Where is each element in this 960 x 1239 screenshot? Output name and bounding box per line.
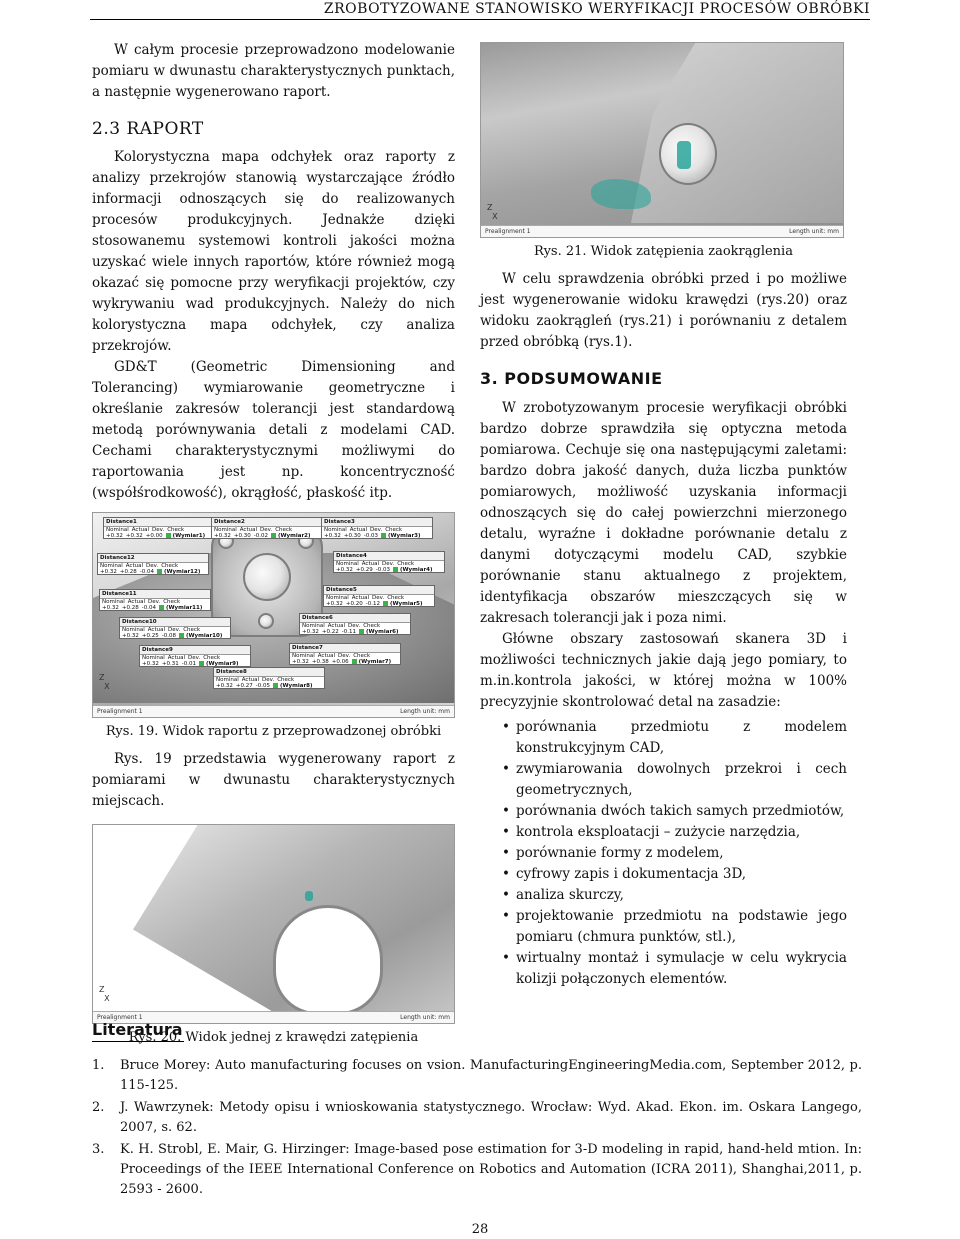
dimension-tag: (Wymiar10)	[185, 633, 223, 639]
check-ok-icon	[381, 533, 386, 538]
column-header: Actual	[239, 527, 257, 533]
figure-21-caption: Rys. 21. Widok zatępienia zaokrąglenia	[534, 244, 793, 259]
distance-box-values	[104, 533, 214, 539]
column-header: Check	[167, 527, 185, 533]
check-ok-icon	[352, 659, 357, 664]
column-header: Nominal	[106, 527, 129, 533]
distance-box-title: Distance10	[120, 618, 230, 627]
value-cell: +0.28	[119, 569, 137, 575]
value-cell: +0.32	[336, 567, 353, 573]
reference-number: 1.	[92, 1058, 105, 1073]
distance-box-title: Distance3	[322, 518, 432, 527]
column-header: Check	[397, 561, 415, 567]
list-item	[480, 948, 847, 990]
dimension-tag: (Wymiar7)	[358, 659, 392, 665]
length-unit-label: Length unit: mm	[400, 708, 450, 715]
distance-box	[321, 517, 433, 539]
distance-box-values	[120, 633, 230, 639]
reference-list	[92, 1056, 862, 1200]
check-cell	[352, 659, 392, 665]
dimension-tag: (Wymiar8)	[279, 683, 313, 689]
value-cell: +0.32	[100, 569, 117, 575]
list-item	[480, 801, 847, 822]
list-item	[480, 906, 847, 948]
column-header: Check	[183, 627, 201, 633]
column-header: Nominal	[292, 653, 315, 659]
figure-20-edge-view	[92, 824, 455, 1024]
value-cell: -0.04	[139, 569, 154, 575]
literature-section	[92, 1020, 862, 1202]
distance-box-title: Distance5	[324, 586, 434, 595]
bullet-icon: •	[502, 803, 510, 819]
column-header: Check	[385, 527, 403, 533]
dimension-tag: (Wymiar11)	[165, 605, 203, 611]
column-header: Actual	[317, 653, 335, 659]
edge-cutout	[273, 905, 383, 1015]
value-cell: -0.11	[341, 629, 356, 635]
column-header: Actual	[131, 527, 149, 533]
deviation-marker-hole	[677, 141, 691, 169]
value-cell: +0.27	[235, 683, 253, 689]
distance-box	[211, 517, 323, 539]
distance-box-title: Distance2	[212, 518, 322, 527]
check-ok-icon	[159, 605, 164, 610]
value-cell: +0.31	[161, 661, 179, 667]
distance-box	[213, 667, 325, 689]
column-header: Nominal	[102, 599, 125, 605]
distance-box-values	[98, 569, 208, 575]
column-header: Dev.	[261, 677, 275, 683]
value-cell: +0.32	[142, 661, 159, 667]
value-cell: +0.32	[125, 533, 143, 539]
prealignment-label: Prealignment 1	[97, 708, 143, 715]
check-cell	[271, 533, 311, 539]
distance-box-title: Distance8	[214, 668, 324, 677]
list-item-text: projektowanie przedmiotu na podstawie jego pomiaru (chmura punktów, stl.),	[516, 908, 847, 945]
value-cell: -0.04	[141, 605, 156, 611]
literature-title: Literatura	[92, 1020, 184, 1042]
axis-triad: Z X	[99, 673, 110, 691]
value-cell: +0.20	[345, 601, 363, 607]
length-unit-label: Length unit: mm	[789, 228, 839, 235]
check-ok-icon	[166, 533, 171, 538]
value-cell: -0.03	[375, 567, 390, 573]
figure-21-rounding-view	[480, 42, 844, 238]
list-item-text: porównanie formy z modelem,	[516, 845, 724, 861]
distance-box-title: Distance9	[140, 646, 250, 655]
list-item-text: zwymiarowania dowolnych przekroi i cech geometrycznych,	[516, 761, 847, 798]
reference-item	[92, 1140, 862, 1200]
distance-box-values	[100, 605, 210, 611]
value-cell: -0.12	[365, 601, 380, 607]
distance-box	[323, 585, 435, 607]
column-header: Nominal	[302, 623, 325, 629]
value-cell: +0.32	[216, 683, 233, 689]
distance-box	[97, 553, 209, 575]
check-cell	[166, 533, 206, 539]
column-header: Dev.	[369, 527, 383, 533]
value-cell: +0.32	[122, 633, 139, 639]
column-header: Actual	[327, 623, 345, 629]
dimension-tag: (Wymiar12)	[163, 569, 201, 575]
column-header: Actual	[147, 627, 165, 633]
check-ok-icon	[393, 567, 398, 572]
reference-item	[92, 1056, 862, 1096]
distance-box-values	[300, 629, 410, 635]
reference-text: Bruce Morey: Auto manufacturing focuses on vsion. ManufacturingEngineeringMedia.com, September 2012, p. 115-125.	[120, 1058, 862, 1093]
column-header: Dev.	[151, 527, 165, 533]
section-title-raport: 2.3 RAPORT	[92, 119, 204, 139]
section-title-podsumowanie: 3. PODSUMOWANIE	[480, 369, 663, 388]
reference-number: 2.	[92, 1100, 105, 1115]
value-cell: +0.22	[321, 629, 339, 635]
dimension-tag: (Wymiar2)	[277, 533, 311, 539]
distance-box-title: Distance12	[98, 554, 208, 563]
intro-paragraph: W całym procesie przeprowadzono modelowanie pomiaru w dwunastu charakterystycznych punktach, a następnie wygenerowano raport.	[92, 42, 455, 100]
bullet-icon: •	[502, 824, 510, 840]
column-header: Dev.	[371, 595, 385, 601]
value-cell: +0.32	[292, 659, 309, 665]
column-header: Check	[161, 563, 179, 569]
applications-list	[480, 717, 847, 990]
check-cell	[381, 533, 421, 539]
check-cell	[159, 605, 202, 611]
column-header: Check	[363, 623, 381, 629]
raport-paragraph-1: Kolorystyczna mapa odchyłek oraz raporty z analizy przekrojów stanowią wystarczające źródło informacji odnoszących się do realizowanych procesów produkcyjnych. Jednakże dzięki stosowanemu systemowi kontroli jakości można uzyskać wiele innych raportów, które również mogą okazać się pomocne przy weryfikacji projektów, czy wykrywaniu wad produkcyjnych. Należy do nich kolorystyczna mapa odchyłek, czy analiza przekrojów.	[92, 149, 455, 354]
views-paragraph: W celu sprawdzenia obróbki przed i po możliwe jest wygenerowanie widoku krawędzi (rys.20) oraz widoku zaokrągleń (rys.21) i porównaniu z detalem przed obróbką (rys.1).	[480, 271, 847, 350]
reference-text: K. H. Strobl, E. Mair, G. Hirzinger: Image-based pose estimation for 3-D modeling in rapid, hand-held mtion. In: Proceedings of the IEEE International Conference on Robotics and Automation (ICRA 2011), Shanghai,2011, p. 2593 - 2600.	[120, 1142, 862, 1197]
column-header: Dev.	[259, 527, 273, 533]
distance-box-title: Distance11	[100, 590, 210, 599]
distance-box-values	[212, 533, 322, 539]
value-cell: +0.32	[324, 533, 341, 539]
value-cell: +0.38	[311, 659, 329, 665]
column-header: Nominal	[214, 527, 237, 533]
column-header: Check	[277, 677, 295, 683]
column-header: Nominal	[122, 627, 145, 633]
value-cell: +0.32	[102, 605, 119, 611]
reference-text: J. Wawrzynek: Metody opisu i wnioskowania statystycznego. Wrocław: Wyd. Akad. Ekon. im. Oskara Langego, 2007, s. 62.	[120, 1100, 862, 1135]
bullet-icon: •	[502, 908, 510, 924]
value-cell: -0.05	[255, 683, 270, 689]
column-header: Nominal	[216, 677, 239, 683]
column-header: Nominal	[324, 527, 347, 533]
list-item-text: cyfrowy zapis i dokumentacja 3D,	[516, 866, 747, 882]
dimension-tag: (Wymiar5)	[389, 601, 423, 607]
column-header: Check	[387, 595, 405, 601]
fig19-description: Rys. 19 przedstawia wygenerowany raport z pomiarami w dwunastu charakterystycznych miejscach.	[92, 751, 455, 809]
axis-triad: Z X	[487, 203, 498, 221]
column-header: Actual	[351, 595, 369, 601]
check-ok-icon	[273, 683, 278, 688]
column-header: Nominal	[142, 655, 165, 661]
distance-box	[289, 643, 401, 665]
value-cell: +0.06	[331, 659, 349, 665]
distance-box-title: Distance4	[334, 552, 444, 561]
value-cell: +0.00	[145, 533, 163, 539]
deviation-marker	[305, 891, 313, 901]
column-header: Dev.	[337, 653, 351, 659]
right-column	[480, 40, 847, 990]
value-cell: +0.30	[233, 533, 251, 539]
list-item	[480, 717, 847, 759]
distance-box-values	[324, 601, 434, 607]
check-ok-icon	[199, 661, 204, 666]
column-header: Dev.	[147, 599, 161, 605]
check-cell	[359, 629, 399, 635]
bullet-icon: •	[502, 761, 510, 777]
list-item	[480, 822, 847, 843]
column-header: Actual	[127, 599, 145, 605]
column-header: Dev.	[145, 563, 159, 569]
value-cell: +0.25	[141, 633, 159, 639]
bullet-icon: •	[502, 845, 510, 861]
reference-item	[92, 1098, 862, 1138]
value-cell: +0.28	[121, 605, 139, 611]
axis-triad: Z X	[99, 985, 110, 1003]
check-ok-icon	[157, 569, 162, 574]
dimension-tag: (Wymiar4)	[399, 567, 433, 573]
check-cell	[273, 683, 313, 689]
value-cell: +0.32	[326, 601, 343, 607]
column-header: Actual	[361, 561, 379, 567]
distance-box	[119, 617, 231, 639]
bullet-icon: •	[502, 719, 510, 735]
column-header: Nominal	[336, 561, 359, 567]
distance-box-values	[334, 567, 444, 573]
summary-paragraph-1: W zrobotyzowanym procesie weryfikacji obróbki bardzo dobrze sprawdziła się optyczna metoda pomiarowa. Cechuje się ona następującymi zaletami: bardzo dobra jakość danych, duża liczba punktów pomiarowych, możliwość uzyskania informacji odnoszących się do całej powierzchni mierzonego detalu, wyraźne i dokładne porównanie detalu z danymi dotyczącymi modelu CAD, szybkie porównanie stanu aktualnego z projektem, identyfikacja obszarów mieszczących się w zakresach tolerancji jak i poza nimi.	[480, 400, 847, 626]
prealignment-label: Prealignment 1	[485, 228, 531, 235]
column-header: Actual	[125, 563, 143, 569]
distance-box-title: Distance7	[290, 644, 400, 653]
column-header: Dev.	[347, 623, 361, 629]
column-header: Check	[163, 599, 181, 605]
dimension-tag: (Wymiar9)	[205, 661, 239, 667]
column-header: Check	[203, 655, 221, 661]
value-cell: -0.02	[253, 533, 268, 539]
check-ok-icon	[383, 601, 388, 606]
figure-19-report-view	[92, 512, 455, 718]
raport-paragraph-2: GD&T (Geometric Dimensioning and Tolerancing) wymiarowanie geometryczne i określanie zakresów tolerancji jest standardową metodą porównywania detali z modelami CAD. Cechami charakterystycznymi możliwymi do raportowania jest np. koncentryczność (współśrodkowość), okrągłość, płaskość itp.	[92, 359, 455, 501]
distance-box	[103, 517, 215, 539]
value-cell: +0.32	[302, 629, 319, 635]
column-header: Check	[275, 527, 293, 533]
list-item-text: porównania dwóch takich samych przedmiotów,	[516, 803, 845, 819]
check-ok-icon	[359, 629, 364, 634]
distance-box-title: Distance1	[104, 518, 214, 527]
value-cell: -0.03	[363, 533, 378, 539]
prealignment-label: Prealignment 1	[97, 1014, 143, 1021]
column-header: Actual	[241, 677, 259, 683]
figure-20-caption: Rys. 20. Widok jednej z krawędzi zatępienia	[128, 1030, 419, 1045]
distance-box-values	[322, 533, 432, 539]
list-item-text: kontrola eksploatacji – zużycie narzędzia,	[516, 824, 801, 840]
left-column	[92, 40, 455, 1055]
check-cell	[179, 633, 222, 639]
summary-paragraph-2: Główne obszary zastosowań skanera 3D i możliwości technicznych jakie dają jego pomiary, to m.in.kontrola jakości, w której można w 100% precyzyjnie skontrolować detal na zasadzie:	[480, 631, 847, 710]
check-ok-icon	[271, 533, 276, 538]
distance-box-values	[290, 659, 400, 665]
figure-19-caption: Rys. 19. Widok raportu z przeprowadzonej obróbki	[105, 724, 442, 739]
dimension-tag: (Wymiar6)	[365, 629, 399, 635]
distance-box-title: Distance6	[300, 614, 410, 623]
length-unit-label: Length unit: mm	[400, 1014, 450, 1021]
distance-box	[333, 551, 445, 573]
list-item	[480, 759, 847, 801]
value-cell: +0.30	[343, 533, 361, 539]
list-item	[480, 864, 847, 885]
bullet-icon: •	[502, 887, 510, 903]
list-item	[480, 843, 847, 864]
check-cell	[393, 567, 433, 573]
value-cell: -0.01	[181, 661, 196, 667]
column-header: Actual	[167, 655, 185, 661]
center-hole	[243, 553, 291, 601]
distance-box	[99, 589, 211, 611]
column-header: Dev.	[381, 561, 395, 567]
page-number: 28	[471, 1222, 489, 1237]
column-header: Nominal	[326, 595, 349, 601]
list-item-text: analiza skurczy,	[516, 887, 624, 903]
list-item	[480, 885, 847, 906]
list-item-text: porównania przedmiotu z modelem konstrukcyjnym CAD,	[516, 719, 847, 756]
distance-box	[139, 645, 251, 667]
column-header: Dev.	[167, 627, 181, 633]
column-header: Actual	[349, 527, 367, 533]
bullet-icon: •	[502, 950, 510, 966]
dimension-tag: (Wymiar1)	[172, 533, 206, 539]
column-header: Check	[353, 653, 371, 659]
value-cell: +0.29	[355, 567, 373, 573]
running-header: ZROBOTYZOWANE STANOWISKO WERYFIKACJI PROCESÓW OBRÓBKI	[90, 0, 870, 20]
check-cell	[157, 569, 200, 575]
figure-footer	[93, 705, 454, 717]
check-ok-icon	[179, 633, 184, 638]
value-cell: -0.08	[161, 633, 176, 639]
figure-footer	[481, 225, 843, 237]
bolt-hole-3	[258, 613, 274, 629]
column-header: Dev.	[187, 655, 201, 661]
value-cell: +0.32	[106, 533, 123, 539]
dimension-tag: (Wymiar3)	[387, 533, 421, 539]
distance-box-values	[214, 683, 324, 689]
check-cell	[383, 601, 423, 607]
reference-number: 3.	[92, 1142, 105, 1157]
list-item-text: wirtualny montaż i symulacje w celu wykrycia kolizji połączonych elementów.	[516, 950, 847, 987]
value-cell: +0.32	[214, 533, 231, 539]
distance-box	[299, 613, 411, 635]
column-header: Nominal	[100, 563, 123, 569]
bullet-icon: •	[502, 866, 510, 882]
